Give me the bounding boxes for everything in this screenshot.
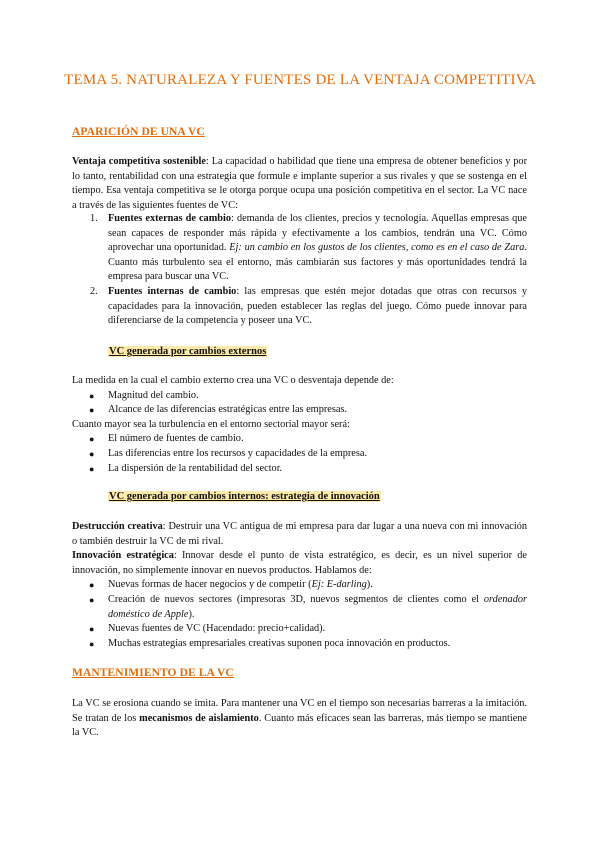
- bullet-icon: ●: [89, 594, 95, 605]
- list-item: ● Creación de nuevos sectores (impresoras 3D, nuevos segmentos de clientes como el ordenador doméstico de Apple).: [89, 593, 527, 620]
- list-item: ● Las diferencias entre los recursos y capacidades de la empresa.: [72, 447, 527, 462]
- list-item: ● El número de fuentes de cambio.: [72, 432, 527, 447]
- list-item: ● Muchas estrategias empresariales creativas suponen poca innovación en productos.: [72, 637, 527, 652]
- list-item: ● Alcance de las diferencias estratégicas entre las empresas.: [72, 403, 527, 418]
- item-term: Fuentes externas de cambio: [108, 213, 232, 224]
- internal-change-block: [72, 520, 527, 651]
- source-item-external: [72, 212, 527, 285]
- section-heading-aparicion: APARICIÓN DE UNA VC: [72, 126, 205, 138]
- subheading-internal-change: VC generada por cambios internos: estrategia de innovación: [109, 491, 380, 502]
- list-item: ● Nuevas formas de hacer negocios y de competir (Ej: E-darling).: [72, 578, 527, 593]
- item-example: Ej: un cambio en los gustos de los clientes, como es en el caso de Zara: [229, 242, 525, 254]
- definition-paragraph: [72, 155, 527, 213]
- bullet-icon: ●: [89, 463, 95, 474]
- page-title: TEMA 5. NATURALEZA Y FUENTES DE LA VENTAJA COMPETITIVA: [64, 72, 536, 88]
- item-text: : las empresas que estén mejor dotadas que otras con recursos y capacidades para la innovación, pueden establecer las reglas del juego. Cómo puede innovar para diferenciarse de la competencia y poseer una VC.: [108, 285, 527, 327]
- source-item-internal: [72, 285, 527, 329]
- item-text: : demanda de los clientes, precios y tecnología. Aquellas empresas que sean capaces de responder más rápida y efectivamente a los cambios, tendrán una VC. Cómo aprovechar una oportunidad.: [108, 213, 527, 254]
- definition-term: Ventaja competitiva sostenible: [72, 156, 206, 167]
- bullet-icon: ●: [89, 434, 95, 445]
- list-item: ● Magnitud del cambio.: [72, 389, 527, 404]
- strategic-innovation-term: Innovación estratégica: [72, 550, 174, 562]
- strategic-innovation-paragraph: Innovación estratégica: Innovar desde el punto de vista estratégico, es decir, es un nivel superior de innovación, no simplemente innovar en nuevos productos. Hablamos de:: [72, 550, 527, 576]
- sources-list: [72, 212, 527, 329]
- external-change-block: [72, 374, 527, 476]
- definition-text: : La capacidad o habilidad que tiene una empresa de obtener beneficios y por lo tanto, rentabilidad con una estrategia que formule e implante superior a sus rivales y que se sostenga en el tiempo. Esa ventaja competitiva se le otorga porque ocupa una posición competitiva en el sector. La VC nace a través de las siguientes fuentes de VC:: [72, 156, 528, 211]
- bullet-icon: ●: [89, 390, 95, 401]
- list-item: ● Nuevas fuentes de VC (Hacendado: precio+calidad).: [72, 622, 527, 637]
- subheading-external-change: VC generada por cambios externos: [109, 346, 267, 357]
- bullet-icon: ●: [89, 580, 95, 591]
- external-intro-2: Cuanto mayor sea la turbulencia en el entorno sectorial mayor será:: [72, 418, 350, 430]
- item-text-end: . Cuanto más turbulento sea el entorno, más cambiarán sus factores y más oportunidades tendrá la empresa para buscar una VC.: [108, 242, 527, 283]
- list-item: ● La dispersión de la rentabilidad del sector.: [72, 462, 527, 477]
- creative-destruction-paragraph: Destrucción creativa: Destruir una VC antigua de mi empresa para dar lugar a una nueva con mi innovación o también destruir la VC de mi rival.: [72, 521, 527, 547]
- section-heading-mantenimiento: MANTENIMIENTO DE LA VC: [72, 667, 234, 679]
- creative-destruction-term: Destrucción creativa: [72, 521, 163, 532]
- item-term: Fuentes internas de cambio: [108, 285, 237, 297]
- bullet-icon: ●: [89, 448, 95, 459]
- list-number: 2.: [90, 285, 98, 297]
- external-intro: La medida en la cual el cambio externo crea una VC o desventaja depende de:: [72, 375, 394, 386]
- list-number: 1.: [90, 213, 98, 224]
- bullet-icon: ●: [89, 405, 95, 416]
- bullet-icon: ●: [89, 638, 95, 649]
- isolation-mechanisms-term: mecanismos de aislamiento: [139, 712, 259, 724]
- bullet-icon: ●: [89, 624, 95, 635]
- maintenance-paragraph: La VC se erosiona cuando se imita. Para mantener una VC en el tiempo son necesarias barreras a la imitación. Se tratan de los mecanismos de aislamiento. Cuanto más eficaces sean las barreras, más tiempo se mantiene la VC.: [72, 698, 527, 739]
